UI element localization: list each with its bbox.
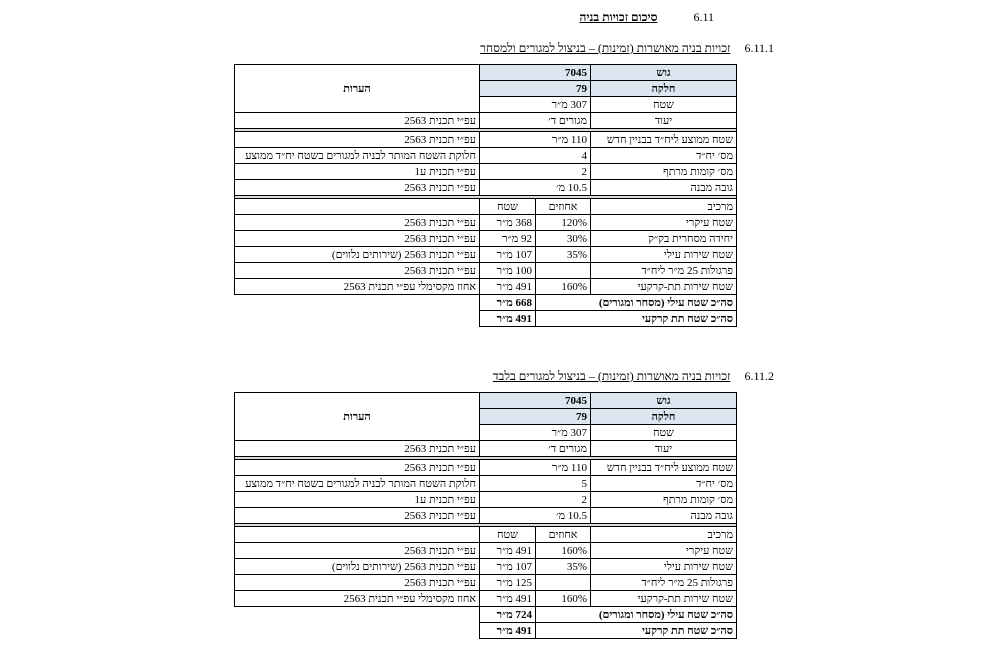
component-note: אחוז מקסימלי עפ״י תכנית 2563 (235, 591, 480, 607)
helka-label: חלקה (591, 409, 737, 425)
component-percent (536, 263, 591, 279)
component-area: 92 מ״ר (480, 231, 536, 247)
component-note: עפ״י תכנית 2563 (שירותים נלווים) (235, 559, 480, 575)
info-value: 10.5 מ׳ (480, 180, 591, 196)
info-label: מס׳ יח״ד (591, 476, 737, 492)
total-empty (235, 295, 480, 311)
area-value: 307 מ״ר (480, 97, 591, 113)
total-label: סה״כ שטח עילי (מסחר ומגורים) (536, 295, 737, 311)
component-label: יחידה מסחרית בק״ק (591, 231, 737, 247)
gush-label: גוש (591, 65, 737, 81)
area-value: 307 מ״ר (480, 425, 591, 441)
info-note: עפ״י תכנית 2563 (235, 460, 480, 476)
total-label: סה״כ שטח עילי (מסחר ומגורים) (536, 607, 737, 623)
components-header-row (235, 199, 737, 215)
gush-label: גוש (591, 393, 737, 409)
section-2-title: זכויות בניה מאושרות (זמינות) – בניצול למגורים בלבד (492, 369, 731, 383)
component-label: שטח שירות תת-קרקעי (591, 591, 737, 607)
component-area: 125 מ״ר (480, 575, 536, 591)
info-label: מס׳ קומות מרתף (591, 492, 737, 508)
info-row (235, 180, 737, 196)
info-row (235, 476, 737, 492)
component-label: שטח עיקרי (591, 215, 737, 231)
info-row (235, 492, 737, 508)
main-section-title: סיכום זכויות בניה (579, 10, 658, 24)
component-note: עפ״י תכנית 2563 (235, 215, 480, 231)
info-note: חלוקת השטח המותר לבניה למגורים בשטח יח״ד ממוצע (235, 476, 480, 492)
component-note: אחוז מקסימלי עפ״י תכנית 2563 (235, 279, 480, 295)
component-row (235, 591, 737, 607)
gush-row (235, 65, 737, 81)
designation-value: מגורים ד׳ (480, 441, 591, 457)
main-section-heading (579, 10, 714, 25)
designation-row (235, 113, 737, 129)
component-area: 491 מ״ר (480, 543, 536, 559)
info-label: שטח ממוצע ליח״ד בבניין חדש (591, 460, 737, 476)
designation-label: יעוד (591, 441, 737, 457)
total-row (235, 623, 737, 639)
component-label: שטח שירות תת-קרקעי (591, 279, 737, 295)
designation-label: יעוד (591, 113, 737, 129)
component-area: 491 מ״ר (480, 279, 536, 295)
component-row (235, 215, 737, 231)
info-row (235, 164, 737, 180)
component-row (235, 543, 737, 559)
gush-value: 7045 (480, 393, 591, 409)
component-percent: 35% (536, 247, 591, 263)
info-value: 10.5 מ׳ (480, 508, 591, 524)
gush-row (235, 393, 737, 409)
helka-value: 79 (480, 409, 591, 425)
info-row (235, 132, 737, 148)
info-note: עפ״י תכנית 2563 (235, 180, 480, 196)
info-note: עפ״י תכנית 2563 (235, 508, 480, 524)
component-note: עפ״י תכנית 2563 (235, 543, 480, 559)
designation-note: עפ״י תכנית 2563 (235, 113, 480, 129)
component-area: 107 מ״ר (480, 559, 536, 575)
component-label: שטח עיקרי (591, 543, 737, 559)
info-value: 5 (480, 476, 591, 492)
designation-value: מגורים ד׳ (480, 113, 591, 129)
component-header-label: מרכיב (591, 199, 737, 215)
component-note: עפ״י תכנית 2563 (שירותים נלווים) (235, 247, 480, 263)
total-empty (235, 311, 480, 327)
info-note: חלוקת השטח המותר לבניה למגורים בשטח יח״ד ממוצע (235, 148, 480, 164)
component-header-area: שטח (480, 199, 536, 215)
total-label: סה״כ שטח תת קרקעי (536, 311, 737, 327)
info-row (235, 460, 737, 476)
info-label: גובה מבנה (591, 180, 737, 196)
info-row (235, 148, 737, 164)
total-value: 491 מ״ר (480, 623, 536, 639)
total-row (235, 607, 737, 623)
gush-value: 7045 (480, 65, 591, 81)
component-percent: 35% (536, 559, 591, 575)
area-label: שטח (591, 97, 737, 113)
component-note: עפ״י תכנית 2563 (235, 575, 480, 591)
component-row (235, 231, 737, 247)
total-empty (235, 623, 480, 639)
info-row (235, 508, 737, 524)
total-value: 724 מ״ר (480, 607, 536, 623)
component-row (235, 263, 737, 279)
component-row (235, 559, 737, 575)
component-header-area: שטח (480, 527, 536, 543)
area-label: שטח (591, 425, 737, 441)
info-label: גובה מבנה (591, 508, 737, 524)
info-label: שטח ממוצע ליח״ד בבניין חדש (591, 132, 737, 148)
component-percent: 160% (536, 543, 591, 559)
info-value: 110 מ״ר (480, 460, 591, 476)
component-percent: 30% (536, 231, 591, 247)
component-note: עפ״י תכנית 2563 (235, 263, 480, 279)
section-1-heading (480, 41, 774, 56)
component-area: 107 מ״ר (480, 247, 536, 263)
total-row (235, 295, 737, 311)
component-row (235, 279, 737, 295)
component-area: 368 מ״ר (480, 215, 536, 231)
helka-value: 79 (480, 81, 591, 97)
info-note: עפ״י תכנית 2563 (235, 132, 480, 148)
helka-label: חלקה (591, 81, 737, 97)
component-area: 491 מ״ר (480, 591, 536, 607)
component-percent (536, 575, 591, 591)
component-label: פרגולות 25 מ״ר ליח״ד (591, 263, 737, 279)
info-label: מס׳ יח״ד (591, 148, 737, 164)
component-header-percent: אחוזים (536, 527, 591, 543)
component-area: 100 מ״ר (480, 263, 536, 279)
component-header-note (235, 527, 480, 543)
total-row (235, 311, 737, 327)
component-header-percent: אחוזים (536, 199, 591, 215)
info-note: עפ״י תכנית ע1 (235, 492, 480, 508)
section-2-rights-table (234, 392, 737, 639)
info-value: 2 (480, 492, 591, 508)
notes-header: הערות (235, 393, 480, 441)
section-1-number: 6.11.1 (744, 41, 774, 55)
component-row (235, 247, 737, 263)
section-2-number: 6.11.2 (744, 369, 774, 383)
component-row (235, 575, 737, 591)
notes-header: הערות (235, 65, 480, 113)
total-label: סה״כ שטח תת קרקעי (536, 623, 737, 639)
component-header-note (235, 199, 480, 215)
info-value: 2 (480, 164, 591, 180)
components-header-row (235, 527, 737, 543)
component-label: פרגולות 25 מ״ר ליח״ד (591, 575, 737, 591)
info-note: עפ״י תכנית ע1 (235, 164, 480, 180)
component-label: שטח שירות עילי (591, 559, 737, 575)
main-section-number: 6.11 (693, 10, 714, 24)
info-label: מס׳ קומות מרתף (591, 164, 737, 180)
component-label: שטח שירות עילי (591, 247, 737, 263)
section-1-rights-table (234, 64, 737, 327)
section-2-heading (493, 369, 774, 384)
total-value: 491 מ״ר (480, 311, 536, 327)
designation-note: עפ״י תכנית 2563 (235, 441, 480, 457)
designation-row (235, 441, 737, 457)
info-value: 4 (480, 148, 591, 164)
total-value: 668 מ״ר (480, 295, 536, 311)
section-1-title: זכויות בניה מאושרות (זמינות) – בניצול למגורים ולמסחר (480, 41, 731, 55)
component-percent: 120% (536, 215, 591, 231)
info-value: 110 מ״ר (480, 132, 591, 148)
component-percent: 160% (536, 591, 591, 607)
component-percent: 160% (536, 279, 591, 295)
total-empty (235, 607, 480, 623)
component-header-label: מרכיב (591, 527, 737, 543)
component-note: עפ״י תכנית 2563 (235, 231, 480, 247)
